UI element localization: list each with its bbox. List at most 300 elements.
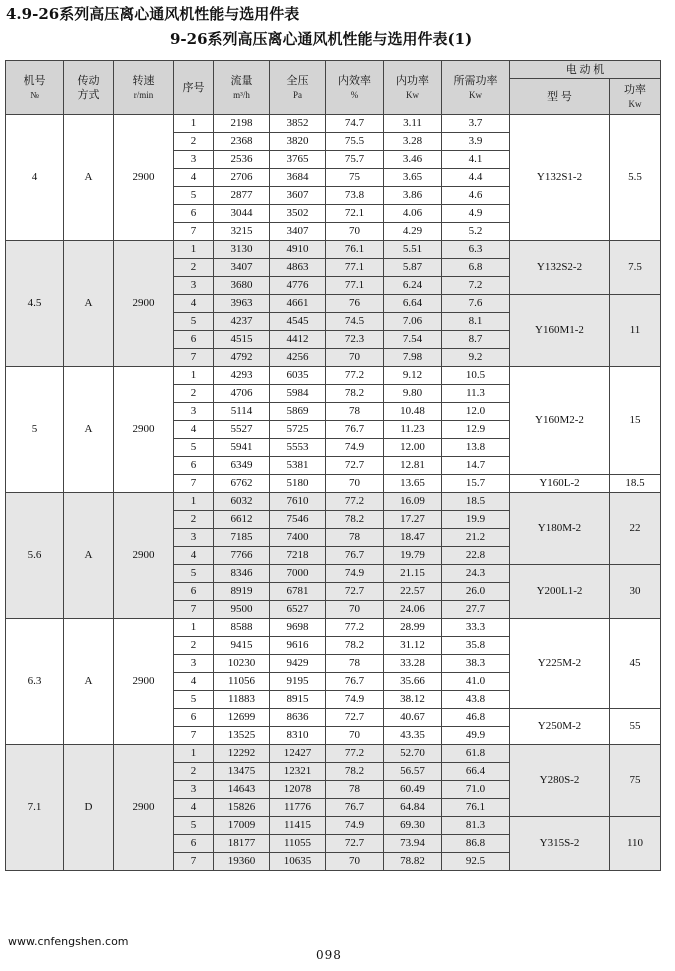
required-power-cell: 12.9 — [442, 421, 510, 439]
efficiency-cell: 75 — [326, 169, 384, 187]
inner-power-cell: 12.81 — [384, 457, 442, 475]
efficiency-cell: 78 — [326, 403, 384, 421]
seq-cell: 7 — [174, 349, 214, 367]
drive-type-cell: A — [64, 115, 114, 241]
motor-power-cell: 55 — [610, 709, 661, 745]
required-power-cell: 81.3 — [442, 817, 510, 835]
flow-cell: 3407 — [214, 259, 270, 277]
inner-power-cell: 64.84 — [384, 799, 442, 817]
required-power-cell: 33.3 — [442, 619, 510, 637]
efficiency-cell: 76.1 — [326, 241, 384, 259]
col-model: 机号 № — [6, 61, 64, 115]
speed-cell: 2900 — [114, 367, 174, 493]
efficiency-cell: 75.7 — [326, 151, 384, 169]
col-speed: 转速 r/min — [114, 61, 174, 115]
inner-power-cell: 21.15 — [384, 565, 442, 583]
required-power-cell: 11.3 — [442, 385, 510, 403]
seq-cell: 7 — [174, 601, 214, 619]
inner-power-cell: 19.79 — [384, 547, 442, 565]
seq-cell: 3 — [174, 781, 214, 799]
efficiency-cell: 77.2 — [326, 619, 384, 637]
efficiency-cell: 70 — [326, 853, 384, 871]
seq-cell: 5 — [174, 439, 214, 457]
pressure-cell: 12078 — [270, 781, 326, 799]
pressure-cell: 4910 — [270, 241, 326, 259]
inner-power-cell: 3.28 — [384, 133, 442, 151]
flow-cell: 12699 — [214, 709, 270, 727]
seq-cell: 7 — [174, 727, 214, 745]
flow-cell: 12292 — [214, 745, 270, 763]
seq-cell: 4 — [174, 547, 214, 565]
flow-cell: 2706 — [214, 169, 270, 187]
flow-cell: 5114 — [214, 403, 270, 421]
flow-cell: 3215 — [214, 223, 270, 241]
efficiency-cell: 70 — [326, 349, 384, 367]
seq-cell: 4 — [174, 169, 214, 187]
pressure-cell: 3820 — [270, 133, 326, 151]
pressure-cell: 6527 — [270, 601, 326, 619]
pressure-cell: 9616 — [270, 637, 326, 655]
pressure-cell: 7000 — [270, 565, 326, 583]
flow-cell: 4293 — [214, 367, 270, 385]
pressure-cell: 4545 — [270, 313, 326, 331]
required-power-cell: 3.7 — [442, 115, 510, 133]
pressure-cell: 12427 — [270, 745, 326, 763]
performance-table — [5, 60, 661, 871]
inner-power-cell: 78.82 — [384, 853, 442, 871]
efficiency-cell: 76.7 — [326, 547, 384, 565]
flow-cell: 3044 — [214, 205, 270, 223]
seq-cell: 4 — [174, 295, 214, 313]
motor-power-cell: 22 — [610, 493, 661, 565]
efficiency-cell: 72.7 — [326, 835, 384, 853]
flow-cell: 3963 — [214, 295, 270, 313]
seq-cell: 4 — [174, 799, 214, 817]
required-power-cell: 4.9 — [442, 205, 510, 223]
seq-cell: 1 — [174, 745, 214, 763]
motor-type-cell: Y280S-2 — [510, 745, 610, 817]
motor-type-cell: Y132S1-2 — [510, 115, 610, 241]
flow-cell: 6032 — [214, 493, 270, 511]
efficiency-cell: 70 — [326, 475, 384, 493]
efficiency-cell: 76.7 — [326, 673, 384, 691]
efficiency-cell: 72.7 — [326, 709, 384, 727]
inner-power-cell: 18.47 — [384, 529, 442, 547]
model-number-cell: 4.5 — [6, 241, 64, 367]
flow-cell: 11883 — [214, 691, 270, 709]
required-power-cell: 10.5 — [442, 367, 510, 385]
col-inner-power: 内功率 Kw — [384, 61, 442, 115]
efficiency-cell: 76.7 — [326, 799, 384, 817]
required-power-cell: 43.8 — [442, 691, 510, 709]
flow-cell: 4237 — [214, 313, 270, 331]
inner-power-cell: 13.65 — [384, 475, 442, 493]
motor-power-cell: 75 — [610, 745, 661, 817]
inner-power-cell: 3.11 — [384, 115, 442, 133]
seq-cell: 6 — [174, 835, 214, 853]
required-power-cell: 76.1 — [442, 799, 510, 817]
motor-power-cell: 7.5 — [610, 241, 661, 295]
required-power-cell: 3.9 — [442, 133, 510, 151]
efficiency-cell: 74.9 — [326, 565, 384, 583]
seq-cell: 7 — [174, 853, 214, 871]
model-number-cell: 5 — [6, 367, 64, 493]
required-power-cell: 61.8 — [442, 745, 510, 763]
seq-cell: 1 — [174, 241, 214, 259]
inner-power-cell: 11.23 — [384, 421, 442, 439]
inner-power-cell: 4.29 — [384, 223, 442, 241]
required-power-cell: 6.3 — [442, 241, 510, 259]
flow-cell: 3130 — [214, 241, 270, 259]
table-row — [6, 241, 661, 259]
pressure-cell: 9698 — [270, 619, 326, 637]
inner-power-cell: 22.57 — [384, 583, 442, 601]
inner-power-cell: 7.54 — [384, 331, 442, 349]
efficiency-cell: 77.1 — [326, 277, 384, 295]
flow-cell: 4515 — [214, 331, 270, 349]
pressure-cell: 11776 — [270, 799, 326, 817]
col-motor-power: 功率 Kw — [610, 79, 661, 115]
col-drive: 传动 方式 — [64, 61, 114, 115]
efficiency-cell: 77.2 — [326, 493, 384, 511]
seq-cell: 7 — [174, 223, 214, 241]
flow-cell: 2368 — [214, 133, 270, 151]
page-number: 098 — [316, 948, 342, 962]
flow-cell: 3680 — [214, 277, 270, 295]
required-power-cell: 22.8 — [442, 547, 510, 565]
pressure-cell: 8915 — [270, 691, 326, 709]
motor-power-cell: 15 — [610, 367, 661, 475]
inner-power-cell: 9.80 — [384, 385, 442, 403]
efficiency-cell: 75.5 — [326, 133, 384, 151]
flow-cell: 6612 — [214, 511, 270, 529]
seq-cell: 3 — [174, 655, 214, 673]
pressure-cell: 7546 — [270, 511, 326, 529]
required-power-cell: 26.0 — [442, 583, 510, 601]
inner-power-cell: 60.49 — [384, 781, 442, 799]
required-power-cell: 9.2 — [442, 349, 510, 367]
pressure-cell: 5553 — [270, 439, 326, 457]
seq-cell: 3 — [174, 151, 214, 169]
pressure-cell: 3852 — [270, 115, 326, 133]
pressure-cell: 3502 — [270, 205, 326, 223]
pressure-cell: 3684 — [270, 169, 326, 187]
required-power-cell: 7.6 — [442, 295, 510, 313]
drive-type-cell: A — [64, 619, 114, 745]
pressure-cell: 6035 — [270, 367, 326, 385]
table-row — [6, 745, 661, 763]
motor-type-cell: Y132S2-2 — [510, 241, 610, 295]
motor-type-cell: Y160M2-2 — [510, 367, 610, 475]
drive-type-cell: D — [64, 745, 114, 871]
flow-cell: 7185 — [214, 529, 270, 547]
inner-power-cell: 3.86 — [384, 187, 442, 205]
speed-cell: 2900 — [114, 115, 174, 241]
motor-power-cell: 5.5 — [610, 115, 661, 241]
required-power-cell: 19.9 — [442, 511, 510, 529]
seq-cell: 3 — [174, 277, 214, 295]
efficiency-cell: 78 — [326, 655, 384, 673]
col-motor: 电 动 机 — [510, 61, 661, 79]
inner-power-cell: 3.65 — [384, 169, 442, 187]
motor-type-cell: Y250M-2 — [510, 709, 610, 745]
pressure-cell: 8310 — [270, 727, 326, 745]
efficiency-cell: 78 — [326, 781, 384, 799]
efficiency-cell: 78.2 — [326, 763, 384, 781]
col-motor-type: 型 号 — [510, 79, 610, 115]
inner-power-cell: 38.12 — [384, 691, 442, 709]
required-power-cell: 15.7 — [442, 475, 510, 493]
seq-cell: 3 — [174, 403, 214, 421]
pressure-cell: 7400 — [270, 529, 326, 547]
efficiency-cell: 74.5 — [326, 313, 384, 331]
inner-power-cell: 5.51 — [384, 241, 442, 259]
pressure-cell: 7218 — [270, 547, 326, 565]
pressure-cell: 12321 — [270, 763, 326, 781]
flow-cell: 19360 — [214, 853, 270, 871]
required-power-cell: 18.5 — [442, 493, 510, 511]
efficiency-cell: 78.2 — [326, 511, 384, 529]
flow-cell: 8919 — [214, 583, 270, 601]
flow-cell: 8346 — [214, 565, 270, 583]
model-number-cell: 4 — [6, 115, 64, 241]
inner-power-cell: 28.99 — [384, 619, 442, 637]
efficiency-cell: 77.1 — [326, 259, 384, 277]
flow-cell: 4792 — [214, 349, 270, 367]
required-power-cell: 46.8 — [442, 709, 510, 727]
flow-cell: 14643 — [214, 781, 270, 799]
efficiency-cell: 76.7 — [326, 421, 384, 439]
pressure-cell: 7610 — [270, 493, 326, 511]
required-power-cell: 14.7 — [442, 457, 510, 475]
flow-cell: 6349 — [214, 457, 270, 475]
efficiency-cell: 73.8 — [326, 187, 384, 205]
flow-cell: 9500 — [214, 601, 270, 619]
efficiency-cell: 78 — [326, 529, 384, 547]
required-power-cell: 66.4 — [442, 763, 510, 781]
seq-cell: 5 — [174, 187, 214, 205]
flow-cell: 2536 — [214, 151, 270, 169]
flow-cell: 2198 — [214, 115, 270, 133]
seq-cell: 1 — [174, 367, 214, 385]
pressure-cell: 4256 — [270, 349, 326, 367]
efficiency-cell: 76 — [326, 295, 384, 313]
required-power-cell: 4.1 — [442, 151, 510, 169]
inner-power-cell: 31.12 — [384, 637, 442, 655]
required-power-cell: 21.2 — [442, 529, 510, 547]
required-power-cell: 35.8 — [442, 637, 510, 655]
efficiency-cell: 70 — [326, 601, 384, 619]
flow-cell: 4706 — [214, 385, 270, 403]
efficiency-cell: 78.2 — [326, 637, 384, 655]
efficiency-cell: 77.2 — [326, 367, 384, 385]
seq-cell: 4 — [174, 421, 214, 439]
inner-power-cell: 6.64 — [384, 295, 442, 313]
inner-power-cell: 3.46 — [384, 151, 442, 169]
required-power-cell: 49.9 — [442, 727, 510, 745]
pressure-cell: 11055 — [270, 835, 326, 853]
flow-cell: 2877 — [214, 187, 270, 205]
model-number-cell: 7.1 — [6, 745, 64, 871]
efficiency-cell: 70 — [326, 223, 384, 241]
inner-power-cell: 40.67 — [384, 709, 442, 727]
table-title: 9-26系列高压离心通风机性能与选用件表(1) — [170, 30, 473, 48]
pressure-cell: 4412 — [270, 331, 326, 349]
inner-power-cell: 73.94 — [384, 835, 442, 853]
inner-power-cell: 35.66 — [384, 673, 442, 691]
seq-cell: 5 — [174, 691, 214, 709]
table-row — [6, 115, 661, 133]
drive-type-cell: A — [64, 241, 114, 367]
flow-cell: 18177 — [214, 835, 270, 853]
pressure-cell: 11415 — [270, 817, 326, 835]
motor-power-cell: 30 — [610, 565, 661, 619]
inner-power-cell: 56.57 — [384, 763, 442, 781]
flow-cell: 15826 — [214, 799, 270, 817]
footer-url: www.cnfengshen.com — [8, 935, 129, 948]
flow-cell: 13525 — [214, 727, 270, 745]
pressure-cell: 9429 — [270, 655, 326, 673]
drive-type-cell: A — [64, 367, 114, 493]
inner-power-cell: 10.48 — [384, 403, 442, 421]
pressure-cell: 5869 — [270, 403, 326, 421]
seq-cell: 2 — [174, 637, 214, 655]
drive-type-cell: A — [64, 493, 114, 619]
speed-cell: 2900 — [114, 745, 174, 871]
efficiency-cell: 74.9 — [326, 691, 384, 709]
efficiency-cell: 74.9 — [326, 439, 384, 457]
flow-cell: 11056 — [214, 673, 270, 691]
flow-cell: 13475 — [214, 763, 270, 781]
inner-power-cell: 24.06 — [384, 601, 442, 619]
table-header — [6, 61, 661, 115]
seq-cell: 4 — [174, 673, 214, 691]
motor-type-cell: Y160L-2 — [510, 475, 610, 493]
model-number-cell: 5.6 — [6, 493, 64, 619]
inner-power-cell: 69.30 — [384, 817, 442, 835]
inner-power-cell: 12.00 — [384, 439, 442, 457]
required-power-cell: 86.8 — [442, 835, 510, 853]
required-power-cell: 92.5 — [442, 853, 510, 871]
col-flow: 流量 m³/h — [214, 61, 270, 115]
required-power-cell: 8.1 — [442, 313, 510, 331]
speed-cell: 2900 — [114, 493, 174, 619]
motor-type-cell: Y225M-2 — [510, 619, 610, 709]
efficiency-cell: 70 — [326, 727, 384, 745]
seq-cell: 7 — [174, 475, 214, 493]
inner-power-cell: 43.35 — [384, 727, 442, 745]
table-row — [6, 619, 661, 637]
required-power-cell: 8.7 — [442, 331, 510, 349]
required-power-cell: 5.2 — [442, 223, 510, 241]
speed-cell: 2900 — [114, 241, 174, 367]
inner-power-cell: 16.09 — [384, 493, 442, 511]
efficiency-cell: 72.7 — [326, 457, 384, 475]
required-power-cell: 7.2 — [442, 277, 510, 295]
required-power-cell: 71.0 — [442, 781, 510, 799]
motor-type-cell: Y315S-2 — [510, 817, 610, 871]
required-power-cell: 41.0 — [442, 673, 510, 691]
pressure-cell: 5725 — [270, 421, 326, 439]
seq-cell: 6 — [174, 709, 214, 727]
seq-cell: 5 — [174, 817, 214, 835]
seq-cell: 2 — [174, 385, 214, 403]
pressure-cell: 4661 — [270, 295, 326, 313]
model-number-cell: 6.3 — [6, 619, 64, 745]
required-power-cell: 4.4 — [442, 169, 510, 187]
pressure-cell: 3607 — [270, 187, 326, 205]
seq-cell: 5 — [174, 565, 214, 583]
efficiency-cell: 72.3 — [326, 331, 384, 349]
efficiency-cell: 72.1 — [326, 205, 384, 223]
motor-type-cell: Y160M1-2 — [510, 295, 610, 367]
required-power-cell: 38.3 — [442, 655, 510, 673]
inner-power-cell: 7.06 — [384, 313, 442, 331]
pressure-cell: 5984 — [270, 385, 326, 403]
pressure-cell: 5381 — [270, 457, 326, 475]
motor-type-cell: Y200L1-2 — [510, 565, 610, 619]
motor-power-cell: 110 — [610, 817, 661, 871]
col-pressure: 全压 Pa — [270, 61, 326, 115]
seq-cell: 2 — [174, 511, 214, 529]
flow-cell: 5941 — [214, 439, 270, 457]
efficiency-cell: 78.2 — [326, 385, 384, 403]
motor-power-cell: 11 — [610, 295, 661, 367]
required-power-cell: 6.8 — [442, 259, 510, 277]
table-body — [6, 115, 661, 871]
speed-cell: 2900 — [114, 619, 174, 745]
inner-power-cell: 7.98 — [384, 349, 442, 367]
col-efficiency: 内效率 % — [326, 61, 384, 115]
motor-type-cell: Y180M-2 — [510, 493, 610, 565]
inner-power-cell: 17.27 — [384, 511, 442, 529]
inner-power-cell: 33.28 — [384, 655, 442, 673]
motor-power-cell: 45 — [610, 619, 661, 709]
seq-cell: 2 — [174, 133, 214, 151]
flow-cell: 6762 — [214, 475, 270, 493]
pressure-cell: 10635 — [270, 853, 326, 871]
col-seq: 序号 — [174, 61, 214, 115]
table-row — [6, 493, 661, 511]
motor-power-cell: 18.5 — [610, 475, 661, 493]
seq-cell: 6 — [174, 457, 214, 475]
flow-cell: 7766 — [214, 547, 270, 565]
page-title: 4.9-26系列高压离心通风机性能与选用件表 — [6, 5, 300, 23]
required-power-cell: 27.7 — [442, 601, 510, 619]
flow-cell: 8588 — [214, 619, 270, 637]
required-power-cell: 24.3 — [442, 565, 510, 583]
seq-cell: 6 — [174, 583, 214, 601]
seq-cell: 6 — [174, 205, 214, 223]
required-power-cell: 4.6 — [442, 187, 510, 205]
table-row — [6, 367, 661, 385]
seq-cell: 2 — [174, 259, 214, 277]
seq-cell: 3 — [174, 529, 214, 547]
flow-cell: 17009 — [214, 817, 270, 835]
pressure-cell: 6781 — [270, 583, 326, 601]
inner-power-cell: 4.06 — [384, 205, 442, 223]
efficiency-cell: 74.9 — [326, 817, 384, 835]
efficiency-cell: 74.7 — [326, 115, 384, 133]
efficiency-cell: 72.7 — [326, 583, 384, 601]
col-required-power: 所需功率 Kw — [442, 61, 510, 115]
pressure-cell: 3407 — [270, 223, 326, 241]
seq-cell: 6 — [174, 331, 214, 349]
inner-power-cell: 52.70 — [384, 745, 442, 763]
pressure-cell: 9195 — [270, 673, 326, 691]
seq-cell: 1 — [174, 619, 214, 637]
efficiency-cell: 77.2 — [326, 745, 384, 763]
